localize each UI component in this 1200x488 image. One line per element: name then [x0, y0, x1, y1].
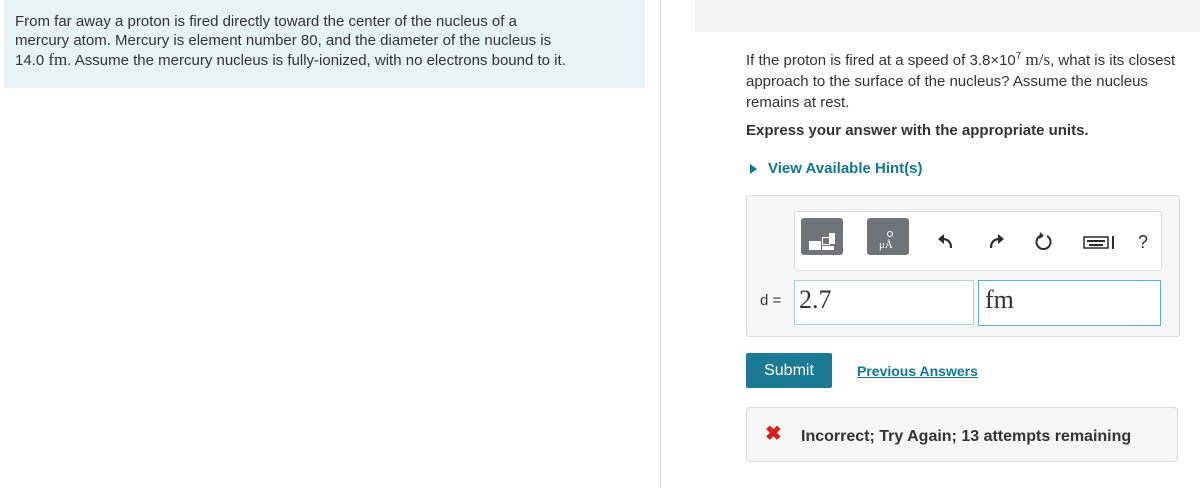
undo-icon[interactable] [936, 232, 956, 252]
problem-line-2: mercury atom. Mercury is element number 80, and the diameter of the nucleus is [15, 32, 552, 49]
help-icon[interactable]: ? [1137, 231, 1148, 252]
keyboard-icon[interactable] [1083, 232, 1117, 252]
unit-separator: / [1038, 50, 1044, 69]
question-text [746, 49, 1186, 113]
reset-icon[interactable] [1034, 232, 1054, 252]
problem-line-3: . Assume the mercury nucleus is fully-ionized, with no electrons bound to it. [67, 52, 566, 69]
speed-unit [1026, 50, 1051, 69]
part-header-strip [695, 0, 1200, 32]
speed-exponent: 7 [1015, 51, 1022, 62]
unit-meters: m [1025, 50, 1039, 69]
answer-value-input[interactable]: 2.7 [794, 280, 974, 325]
problem-line-1: From far away a proton is fired directly toward the center of the nucleus of a [15, 13, 517, 30]
question-part-1: If the proton is fired at a speed of 3.8×10 [746, 52, 1016, 69]
nucleus-diameter-value: 14.0 [15, 52, 45, 69]
templates-icon[interactable] [801, 218, 843, 255]
incorrect-x-icon: ✖ [765, 423, 782, 445]
submit-button[interactable]: Submit [746, 353, 832, 388]
nucleus-diameter-unit: fm [48, 50, 68, 69]
unit-seconds: s [1043, 50, 1051, 69]
feedback-box [746, 407, 1178, 462]
previous-answers-link[interactable]: Previous Answers [857, 363, 978, 379]
answer-unit-input[interactable]: fm [978, 280, 1161, 326]
view-hints-toggle[interactable] [746, 160, 923, 177]
view-hints-label: View Available Hint(s) [768, 160, 923, 177]
answer-instruction: Express your answer with the appropriate units. [746, 122, 1089, 139]
units-icon[interactable]: μÅ [867, 218, 909, 255]
redo-icon[interactable] [986, 232, 1006, 252]
panel-divider [660, 0, 661, 488]
math-toolbar [794, 211, 1162, 271]
variable-label-text: d = [760, 292, 782, 309]
caret-right-icon [750, 164, 757, 174]
feedback-message: Incorrect; Try Again; 13 attempts remaining [801, 428, 1132, 445]
problem-statement [15, 12, 635, 70]
answer-variable-label [760, 292, 781, 309]
question-part-2: , what is its closest approach to the surface of the nucleus? Assume the nucleus remains at rest. [746, 52, 1176, 111]
